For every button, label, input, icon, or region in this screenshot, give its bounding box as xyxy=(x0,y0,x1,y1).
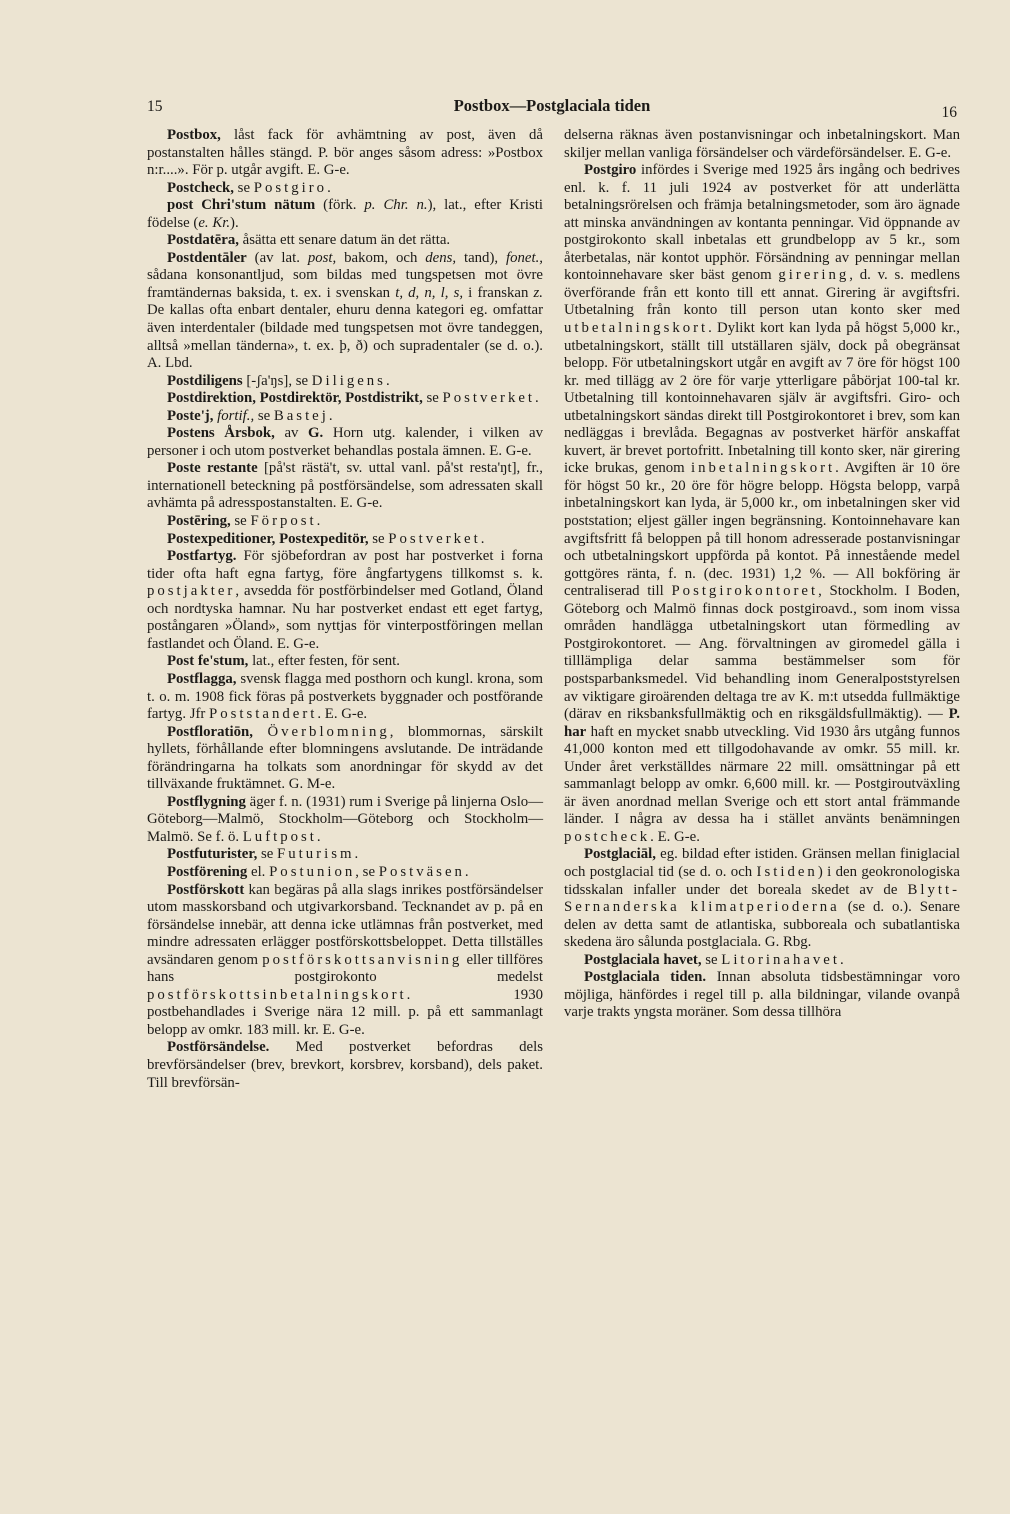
cross-reference: Blytt-Sernanderska klimatperioderna xyxy=(564,881,960,916)
author-signature: A. Lbd. xyxy=(147,355,193,372)
headword: Postgiro xyxy=(584,162,637,179)
entry-postgiro xyxy=(564,162,960,846)
entry-text: eller tillföres hans postgirokonto medelst xyxy=(147,951,543,986)
cross-reference: inbetalningskort xyxy=(691,460,836,477)
left-column xyxy=(147,127,543,1092)
author-signature: E. G-e. xyxy=(908,144,952,161)
cross-reference: Postunion xyxy=(269,863,356,880)
entry-text: (se d. o.). Senare delen av detta samt de atlantiska, subboreala och subatlantiska skedena äro sålunda postglaciala. xyxy=(564,899,960,951)
headword: Postförsändelse. xyxy=(167,1039,270,1056)
headword: Postbox, xyxy=(167,127,221,143)
entry-text: [på'st rästä't, sv. uttal vanl. på'st resta'ŋt], fr., internationell beteckning på postförsändelse, som adressaten skall avhämta på adresspostanstalten. xyxy=(147,460,543,512)
cross-reference: Bastej xyxy=(273,407,329,424)
headword: Postcheck, xyxy=(167,179,234,196)
entry-text: , avsedda för postförbindelser med Gotland, Öland och nordtyska hamnar. Nu har postverket endast ett eget fartyg, postångaren »Öland», som nyttjas för vinterpostföringen mellan fastlandet och Öland. xyxy=(147,583,543,652)
entry-text: (förk. xyxy=(315,197,365,214)
entry-text: infördes i Sverige med 1925 års ingång och bedrives enl. k. f. 11 juli 1924 av postverket för att underlätta betalningsrörelsen och främja betalningsmetoder, som äro ägnade att minska användningen av kontanta penningar. Vid öppnande av postgirokonto skall inbetalas ett grundbelopp av 5 kr., som återbetalas, när kontot upphör. Försändning av penningar mellan kontoinnehavare sker bäst genom xyxy=(564,162,960,284)
entry-text: . xyxy=(316,513,321,530)
headword: Postdiligens xyxy=(167,372,243,389)
headword: Postdatēra, xyxy=(167,232,239,249)
entry-text: se xyxy=(701,951,722,968)
entry-post-festum xyxy=(147,653,543,671)
entry-text: se xyxy=(257,846,278,863)
right-column xyxy=(564,127,960,1022)
headword: Postens Årsbok, xyxy=(167,425,275,442)
headword: Postfartyg. xyxy=(167,548,237,565)
headword: Poste'j, xyxy=(167,407,214,424)
entry-postflygning xyxy=(147,794,543,847)
headword: Postglaciāl, xyxy=(584,846,656,863)
cross-reference: Förpost xyxy=(250,513,317,530)
italic-text: p. Chr. n. xyxy=(364,197,428,214)
page-number-right: 16 xyxy=(941,104,957,121)
italic-text: post, xyxy=(307,249,337,266)
entry-text xyxy=(253,724,268,740)
entry-text: . Avgiften är 10 öre för högst 50 kr., 20 öre för högre belopp. Högsta belopp, varpå inbetalningskort kan lyda, är 5,000 kr., om inbetalningen sker vid poststation; eljest gäller ingen begränsning. Kontoinnehavare kan avgiftsfritt få beloppen på till honom adresserade postanvisningar och utbetalningskort uppförda på kontot. På innestående medel gottgöres ränta, f. n. (dec. 1931) 1,2 %. — All bokföring är centraliserad till xyxy=(564,460,960,600)
entry-text: lat., efter festen, för sent. xyxy=(248,653,400,670)
entry-text: eg. bildad efter istiden. Gränsen mellan finiglacial och postglacial tid (se d. o. och xyxy=(564,846,960,880)
entry-postglaciala-tiden xyxy=(564,969,960,1022)
entry-postbox xyxy=(147,127,543,180)
cross-reference: Postverket xyxy=(442,390,536,407)
headword: Postdentāler xyxy=(167,249,247,266)
cross-reference: Överblomning xyxy=(267,723,390,740)
author-signature: E. G-e. xyxy=(324,706,368,723)
entry-post-christum xyxy=(147,197,543,232)
headword: Postfuturister, xyxy=(167,846,258,863)
entry-text: . xyxy=(317,706,325,723)
entry-postering xyxy=(147,513,543,531)
entry-text: . xyxy=(464,863,469,880)
page-number-left: 15 xyxy=(147,98,163,115)
entry-text: . xyxy=(328,407,333,424)
entry-text: De kallas ofta enbart dentaler, ehuru denna kategori eg. omfattar även interdentaler (bildade med tungspetsen mot övre tandeggen, alltså »mellan tänderna», t. ex. þ, ð) och supradentaler (se d. o.). xyxy=(147,302,543,354)
author-signature: E. G-e. xyxy=(322,1021,365,1038)
entry-text: . xyxy=(840,951,844,968)
entry-text: . Dylikt kort kan lyda på högst 5,000 kr., utbetalningskort, ställt till utställaren själv, dock på obegränsat belopp. För utbetalningskort utgår en avgift av 7 öre för högst 100 kr. med tillägg av 2 öre för varje ytterligare påbörjat 100-tal kr. Utbetalning till kontoinnehavaren själv är avgiftsfri. Giro- och utbetalningskort sändas direkt till Postgirokontoret i brev, som kan nedläggas i brevlåda. Begagnas av postverket härför anskaffat kuvert, är brevet portofritt. Inbetalning till konto sker, när girering icke brukas, genom xyxy=(564,320,960,477)
entry-text: ) i den geokronologiska tidsskalan infaller under det boreala skedet av de xyxy=(564,863,960,898)
entry-text: låst fack för avhämtning av post, även då postanstalten hålles stängd. P. bör anges såsom adress: »Postbox n:r....». För p. utgår avgift. xyxy=(147,127,543,179)
entry-text: Innan absoluta tidsbestämningar voro möjliga, hänfördes i regel till p. alla bildningar, vilande ovanpå varje trakts yngsta moräner. Som dessa tillhöra xyxy=(564,969,960,1021)
cross-reference: Diligens xyxy=(311,372,386,389)
cross-reference: Postgiro xyxy=(253,179,328,196)
entry-postforsandelse-cont xyxy=(564,127,960,162)
headword: Postglaciala tiden. xyxy=(584,969,707,986)
headword: G. xyxy=(308,425,324,442)
entry-text: se xyxy=(230,513,251,530)
author-signature: E. G-e. xyxy=(340,495,383,512)
cross-reference: Istiden xyxy=(756,863,818,880)
cross-reference: Luftpost xyxy=(242,828,317,845)
entry-text: , se xyxy=(355,863,379,880)
italic-text: fonet., xyxy=(506,249,543,266)
entry-text: kan begäras på alla slags inrikes postförsändelser utom masskorsband och utgivarkorsband. Tecknandet av p. på en försändelse innebär, att denna icke utlämnas från postverket, med mindre adressaten erlägger postförskottsbeloppet. Detta tillställes avsändaren genom xyxy=(147,881,543,968)
entry-postfloration xyxy=(147,724,543,794)
cross-reference: Poststandert xyxy=(209,706,318,723)
headword: P. har xyxy=(564,706,960,740)
entry-text: tand), xyxy=(456,249,506,266)
entry-text: Med postverket befordras dels brevförsändelser (brev, brevkort, korsbrev, korsband), dels paket. Till brevförsän- xyxy=(147,1039,543,1091)
entry-postdirektion xyxy=(147,390,543,408)
entry-text: . xyxy=(385,372,390,389)
entry-text: Horn utg. kalender, i vilken av personer i och utom postverket behandlas postala ämnen. xyxy=(147,425,543,459)
entry-text: . xyxy=(354,846,359,863)
headword: Postflygning xyxy=(167,793,246,810)
entry-postexpeditioner xyxy=(147,531,543,549)
entry-postens-arsbok xyxy=(147,425,543,460)
entry-text: . xyxy=(316,828,321,845)
entry-text: åsätta ett senare datum än det rätta. xyxy=(238,232,451,249)
entry-postcheck xyxy=(147,180,543,198)
headword: Postförskott xyxy=(167,881,245,898)
cross-reference: girering xyxy=(778,267,850,284)
running-header xyxy=(147,96,957,120)
cross-reference: Postverket xyxy=(388,530,481,547)
entry-text: . xyxy=(480,530,485,547)
author-signature: E. G-e. xyxy=(657,828,700,845)
headword: Post fe'stum, xyxy=(167,653,249,670)
entry-text: ). xyxy=(230,214,239,231)
cross-reference: Litorinahavet xyxy=(721,951,840,968)
entry-text: av xyxy=(274,425,309,442)
entry-text: , Stockholm. I Boden, Göteborg och Malmö finnas dock postgiroavd., som inom vissa områden handlägga utbetalningskort utan förmedling av Postgirokontoret. — Ang. förvaltningen av giromedel gälla i tilllämpliga delar samma bestämmelser som för postsparbanksmedel. Vid behandling inom Generalpoststyrelsen av viktigare giroärenden deltaga tre av K. m:t utsedda fullmäktige (därav en riksbanksfullmäktig och en riksgäldsfullmäktig). — xyxy=(564,583,960,723)
entry-postglacial xyxy=(564,846,960,951)
entry-text: haft en mycket snabb utveckling. Vid 1930 års utgång funnos 41,000 konton med ett tillgodohavande av omkr. 55 mill. kr. Under året verkställdes närmare 22 mill. omsättningar på ett sammanlagt belopp av omkr. 6,600 mill. kr. — Postgiroutväxling är även anordnad mellan Sverige och ett stort antal främmande länder. I några av dessa ha i stället använts benämningen xyxy=(564,723,960,828)
italic-text: z. xyxy=(533,284,543,301)
entry-postforsandelse xyxy=(147,1039,543,1092)
cross-reference: postförskottsanvisning xyxy=(262,951,463,968)
author-signature: G. Rbg. xyxy=(764,934,812,951)
entry-text: , d. v. s. medlens överförande från ett konto till ett annat. Girering är avgiftsfri. Utbetalning från konto till person utan konto sker med xyxy=(564,267,960,319)
entry-text: delserna räknas även postanvisningar och inbetalningskort. Man skiljer mellan vanliga försändelser och värdeförsändelser. xyxy=(564,127,960,161)
headword: post Chri'stum nätum xyxy=(167,197,316,214)
italic-text: t, d, n, l, s, xyxy=(395,284,464,301)
cross-reference: postjakter xyxy=(147,583,236,600)
headword: Postdirektion, Postdirektör, Postdistrikt, xyxy=(167,390,423,407)
entry-text: i franskan xyxy=(463,284,534,301)
entry-postej xyxy=(147,408,543,426)
entry-text: bakom, och xyxy=(336,249,426,266)
entry-text: . 1930 postbehandlades i Sverige nära 12 mill. p. på ett sammanlagt belopp av omkr. 183 mill. kr. xyxy=(147,986,543,1038)
author-signature: E. G-e. xyxy=(489,442,532,459)
entry-text: [-ʃa'ŋs], se xyxy=(242,372,312,389)
cross-reference: Futurism xyxy=(277,846,355,863)
entry-text: För sjöbefordran av post har postverket i forna tider ofta haft egna fartyg, före ångfartygens tillkomst s. k. xyxy=(147,548,543,582)
entry-text: se xyxy=(254,407,274,424)
entry-postdiligens xyxy=(147,373,543,391)
entry-text: svensk flagga med posthorn och kungl. krona, som t. o. m. 1908 fick föras på postverkets byggnader och postförande fartyg. Jfr xyxy=(147,670,543,723)
headword: Poste restante xyxy=(167,460,258,477)
cross-reference: postförskottsinbetalningskort xyxy=(147,986,407,1003)
cross-reference: Postväsen xyxy=(378,863,465,880)
entry-text: se xyxy=(233,179,254,196)
entry-postforening xyxy=(147,864,543,882)
headword: Postförening xyxy=(167,863,248,880)
entry-postfartyg xyxy=(147,548,543,653)
entry-postdentaler xyxy=(147,250,543,373)
author-signature: E. G-e. xyxy=(276,635,320,652)
italic-text: dens, xyxy=(425,249,457,266)
entry-text: se xyxy=(422,390,443,407)
entry-text: (av lat. xyxy=(246,249,308,266)
italic-text: fortif., xyxy=(217,407,255,424)
entry-text: . xyxy=(535,390,539,407)
entry-text: se xyxy=(368,530,389,547)
entry-postdatera xyxy=(147,232,543,250)
cross-reference: utbetalningskort xyxy=(564,320,709,337)
italic-text: e. Kr. xyxy=(198,214,231,231)
author-signature: E. G-e. xyxy=(307,162,350,179)
running-title: Postbox—Postglaciala tiden xyxy=(453,96,651,115)
entry-text: äger f. n. (1931) rum i Sverige på linjerna Oslo—Göteborg—Malmö, Stockholm—Göteborg och Stockholm—Malmö. Se f. ö. xyxy=(147,793,543,845)
cross-reference: postcheck xyxy=(564,828,651,845)
headword: Postēring, xyxy=(167,513,231,530)
entry-postflagga xyxy=(147,671,543,724)
author-signature: G. M-e. xyxy=(288,776,336,793)
headword: Postglaciala havet, xyxy=(584,951,702,968)
entry-text: . xyxy=(327,179,331,196)
entry-text: sådana konsonantljud, som bildas med tungspetsen mot övre framtändernas baksida, t. ex. i svenskan xyxy=(147,267,543,301)
headword: Postflagga, xyxy=(167,670,237,687)
headword: Postexpeditioner, Postexpeditör, xyxy=(167,530,369,547)
entry-postglaciala-havet xyxy=(564,952,960,970)
entry-postforskott xyxy=(147,882,543,1040)
entry-text: , blommornas, särskilt hyllets, förhållande efter blomningens avslutande. De inträdande förändringarna ha tolkats som anordningar för skydd av det tillväxande fruktämnet. xyxy=(147,723,543,793)
cross-reference: Postgirokontoret xyxy=(671,583,819,600)
entry-poste-restante xyxy=(147,460,543,513)
entry-postfuturister xyxy=(147,846,543,864)
entry-text: el. xyxy=(247,863,270,880)
entry-text: ), lat., efter Kristi födelse ( xyxy=(147,197,543,231)
entry-text: . xyxy=(650,828,658,845)
headword: Postfloratiōn, xyxy=(167,723,253,740)
